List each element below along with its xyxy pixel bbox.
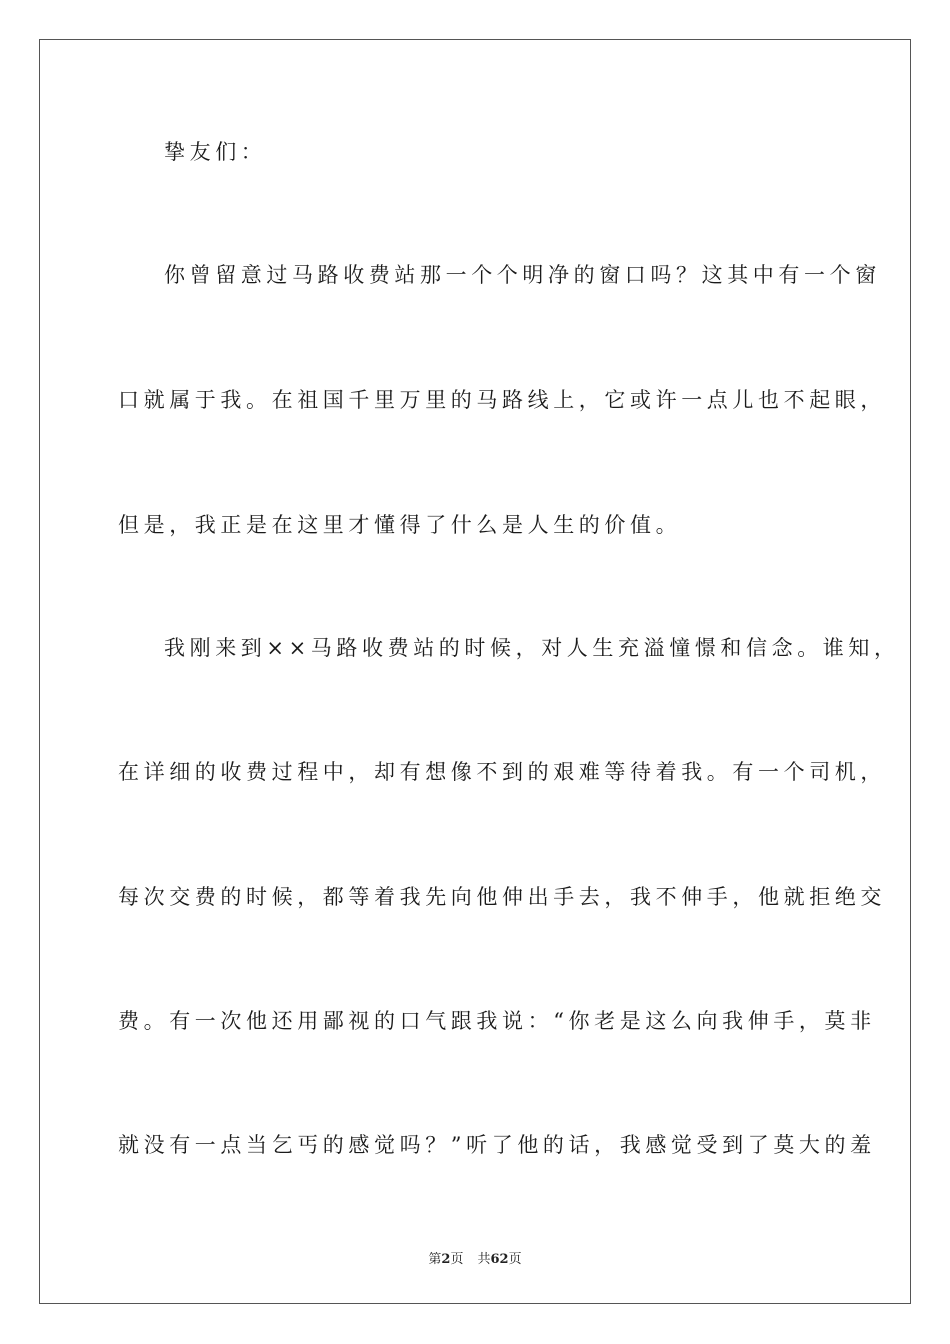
paragraph-line: 但是，我正是在这里才懂得了什么是人生的价值。 <box>118 513 682 537</box>
page-prefix: 第 <box>428 1252 442 1267</box>
total-pages: 62 <box>490 1252 509 1267</box>
paragraph-line: 每次交费的时候，都等着我先向他伸出手去，我不伸手，他就拒绝交 <box>118 885 886 909</box>
paragraph-line: 就没有一点当乞丐的感觉吗？”听了他的话，我感觉受到了莫大的羞 <box>118 1133 876 1157</box>
paragraph-line: 费。有一次他还用鄙视的口气跟我说：“你老是这么向我伸手，莫非 <box>118 1009 876 1033</box>
page-frame <box>39 39 911 1304</box>
salutation-line: 挚友们： <box>164 140 267 164</box>
total-suffix: 页 <box>508 1252 522 1267</box>
paragraph-line: 我刚来到××马路收费站的时候，对人生充溢憧憬和信念。谁知， <box>164 636 900 660</box>
total-prefix: 共 <box>477 1252 491 1267</box>
paragraph-line: 口就属于我。在祖国千里万里的马路线上，它或许一点儿也不起眼， <box>118 388 886 412</box>
page-suffix: 页 <box>450 1252 464 1267</box>
page-footer <box>0 1248 950 1267</box>
page-number: 2 <box>441 1252 451 1267</box>
paragraph-line: 在详细的收费过程中，却有想像不到的艰难等待着我。有一个司机， <box>118 760 886 784</box>
paragraph-line: 你曾留意过马路收费站那一个个明净的窗口吗？这其中有一个窗 <box>164 263 881 287</box>
